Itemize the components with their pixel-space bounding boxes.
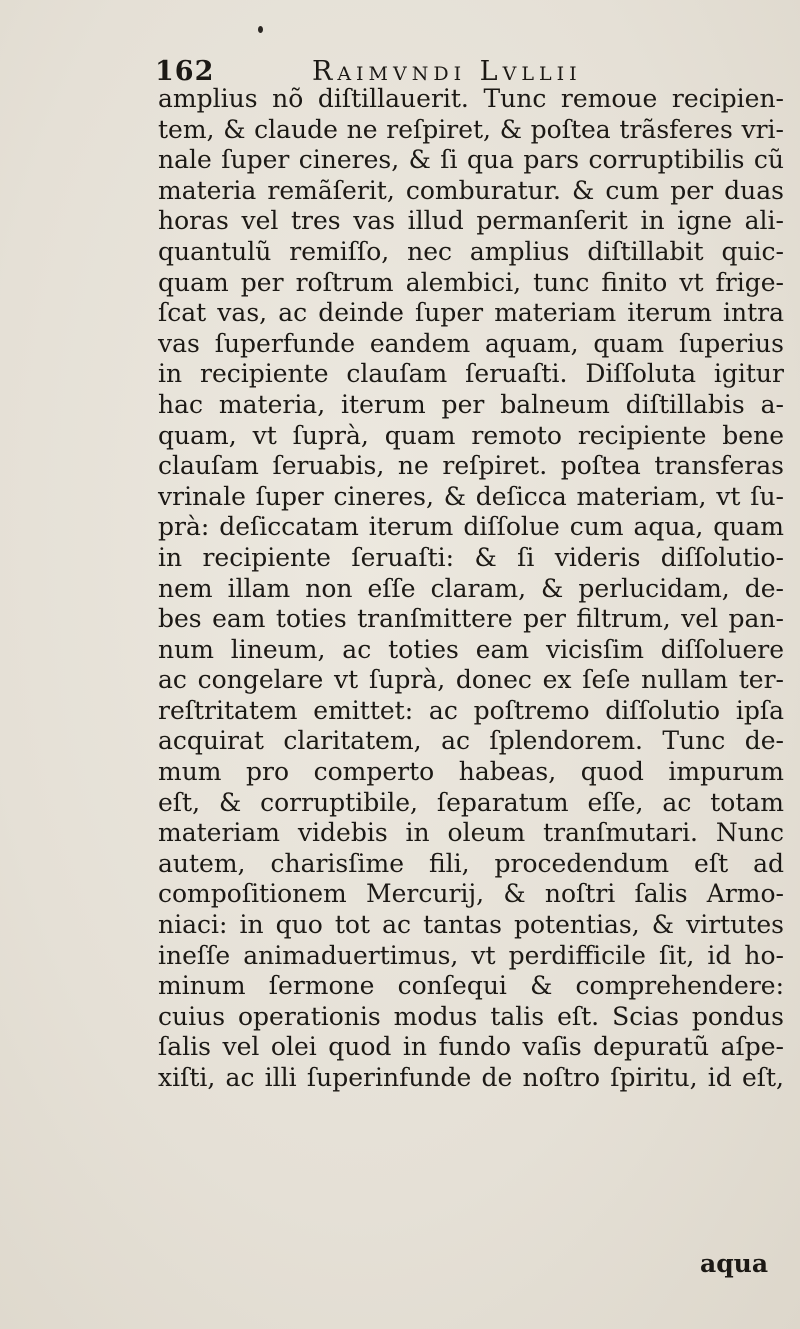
- text-line: quam per roſtrum alembici, tunc finito vt frige-: [158, 267, 784, 297]
- text-line: clauſam ſeruabis, ne reſpiret. poſtea transferas: [158, 451, 784, 481]
- text-line: ineſſe animaduertimus, vt perdifficile ſit, id ho-: [158, 940, 784, 970]
- text-line: nale ſuper cineres, & ſi qua pars corruptibilis cũ: [158, 145, 784, 175]
- text-line: horas vel tres vas illud permanſerit in igne ali-: [158, 206, 784, 236]
- page-number: 162: [155, 56, 215, 87]
- text-line: xiſti, ac illi ſuperinfunde de noſtro ſpiritu, id eſt,: [158, 1063, 784, 1092]
- text-line: mum pro comperto habeas, quod impurum: [158, 757, 784, 787]
- text-line: autem, charisſime fili, procedendum eſt ad: [158, 848, 784, 878]
- text-line: in recipiente ſeruaſti: & ſi videris diſſolutio-: [158, 542, 784, 572]
- text-line: amplius nõ diſtillauerit. Tunc remoue recipien-: [158, 84, 784, 113]
- text-line: materiam videbis in oleum tranſmutari. Nunc: [158, 818, 784, 848]
- text-line: prà: deſiccatam iterum diſſolue cum aqua, quam: [158, 512, 784, 542]
- text-line: hac materia, iterum per balneum diſtillabis a-: [158, 389, 784, 419]
- text-line: quam, vt ſuprà, quam remoto recipiente bene: [158, 420, 784, 450]
- text-line: in recipiente clauſam ſeruaſti. Diſſoluta igitur: [158, 359, 784, 389]
- catchword: aqua: [700, 1249, 769, 1278]
- text-line: nem illam non eſſe claram, & perlucidam, de-: [158, 573, 784, 603]
- text-line: minum ſermone conſequi & comprehendere:: [158, 971, 784, 1001]
- text-line: vas ſuperfunde eandem aquam, quam ſuperius: [158, 328, 784, 358]
- text-line: compoſitionem Mercurij, & noſtri ſalis Armo-: [158, 879, 784, 909]
- text-line: num lineum, ac toties eam vicisſim diſſoluere: [158, 634, 784, 664]
- text-line: acquirat claritatem, ac ſplendorem. Tunc de-: [158, 726, 784, 756]
- text-line: quantulũ remiſſo, nec amplius diſtillabit quic-: [158, 236, 784, 266]
- text-line: ſcat vas, ac deinde ſuper materiam iterum intra: [158, 298, 784, 328]
- body-text: [158, 84, 784, 1094]
- text-line: reſtritatem emittet: ac poſtremo diſſolutio ipſa: [158, 695, 784, 725]
- text-line: materia remãſerit, comburatur. & cum per duas: [158, 175, 784, 205]
- text-line: tem, & claude ne reſpiret, & poſtea trãsferes vri-: [158, 114, 784, 144]
- ink-spot: [258, 26, 263, 33]
- text-line: vrinale ſuper cineres, & deſicca materiam, vt ſu-: [158, 481, 784, 511]
- text-line: cuius operationis modus talis eſt. Scias pondus: [158, 1001, 784, 1031]
- text-line: ſalis vel olei quod in fundo vaſis depuratũ aſpe-: [158, 1032, 784, 1062]
- text-line: bes eam toties tranſmittere per filtrum, vel pan-: [158, 604, 784, 634]
- text-line: ac congelare vt ſuprà, donec ex ſeſe nullam ter-: [158, 665, 784, 695]
- running-title: Raimvndi Lvllii: [312, 56, 582, 87]
- text-line: eſt, & corruptibile, ſeparatum eſſe, ac totam: [158, 787, 784, 817]
- text-line: niaci: in quo tot ac tantas potentias, & virtutes: [158, 910, 784, 940]
